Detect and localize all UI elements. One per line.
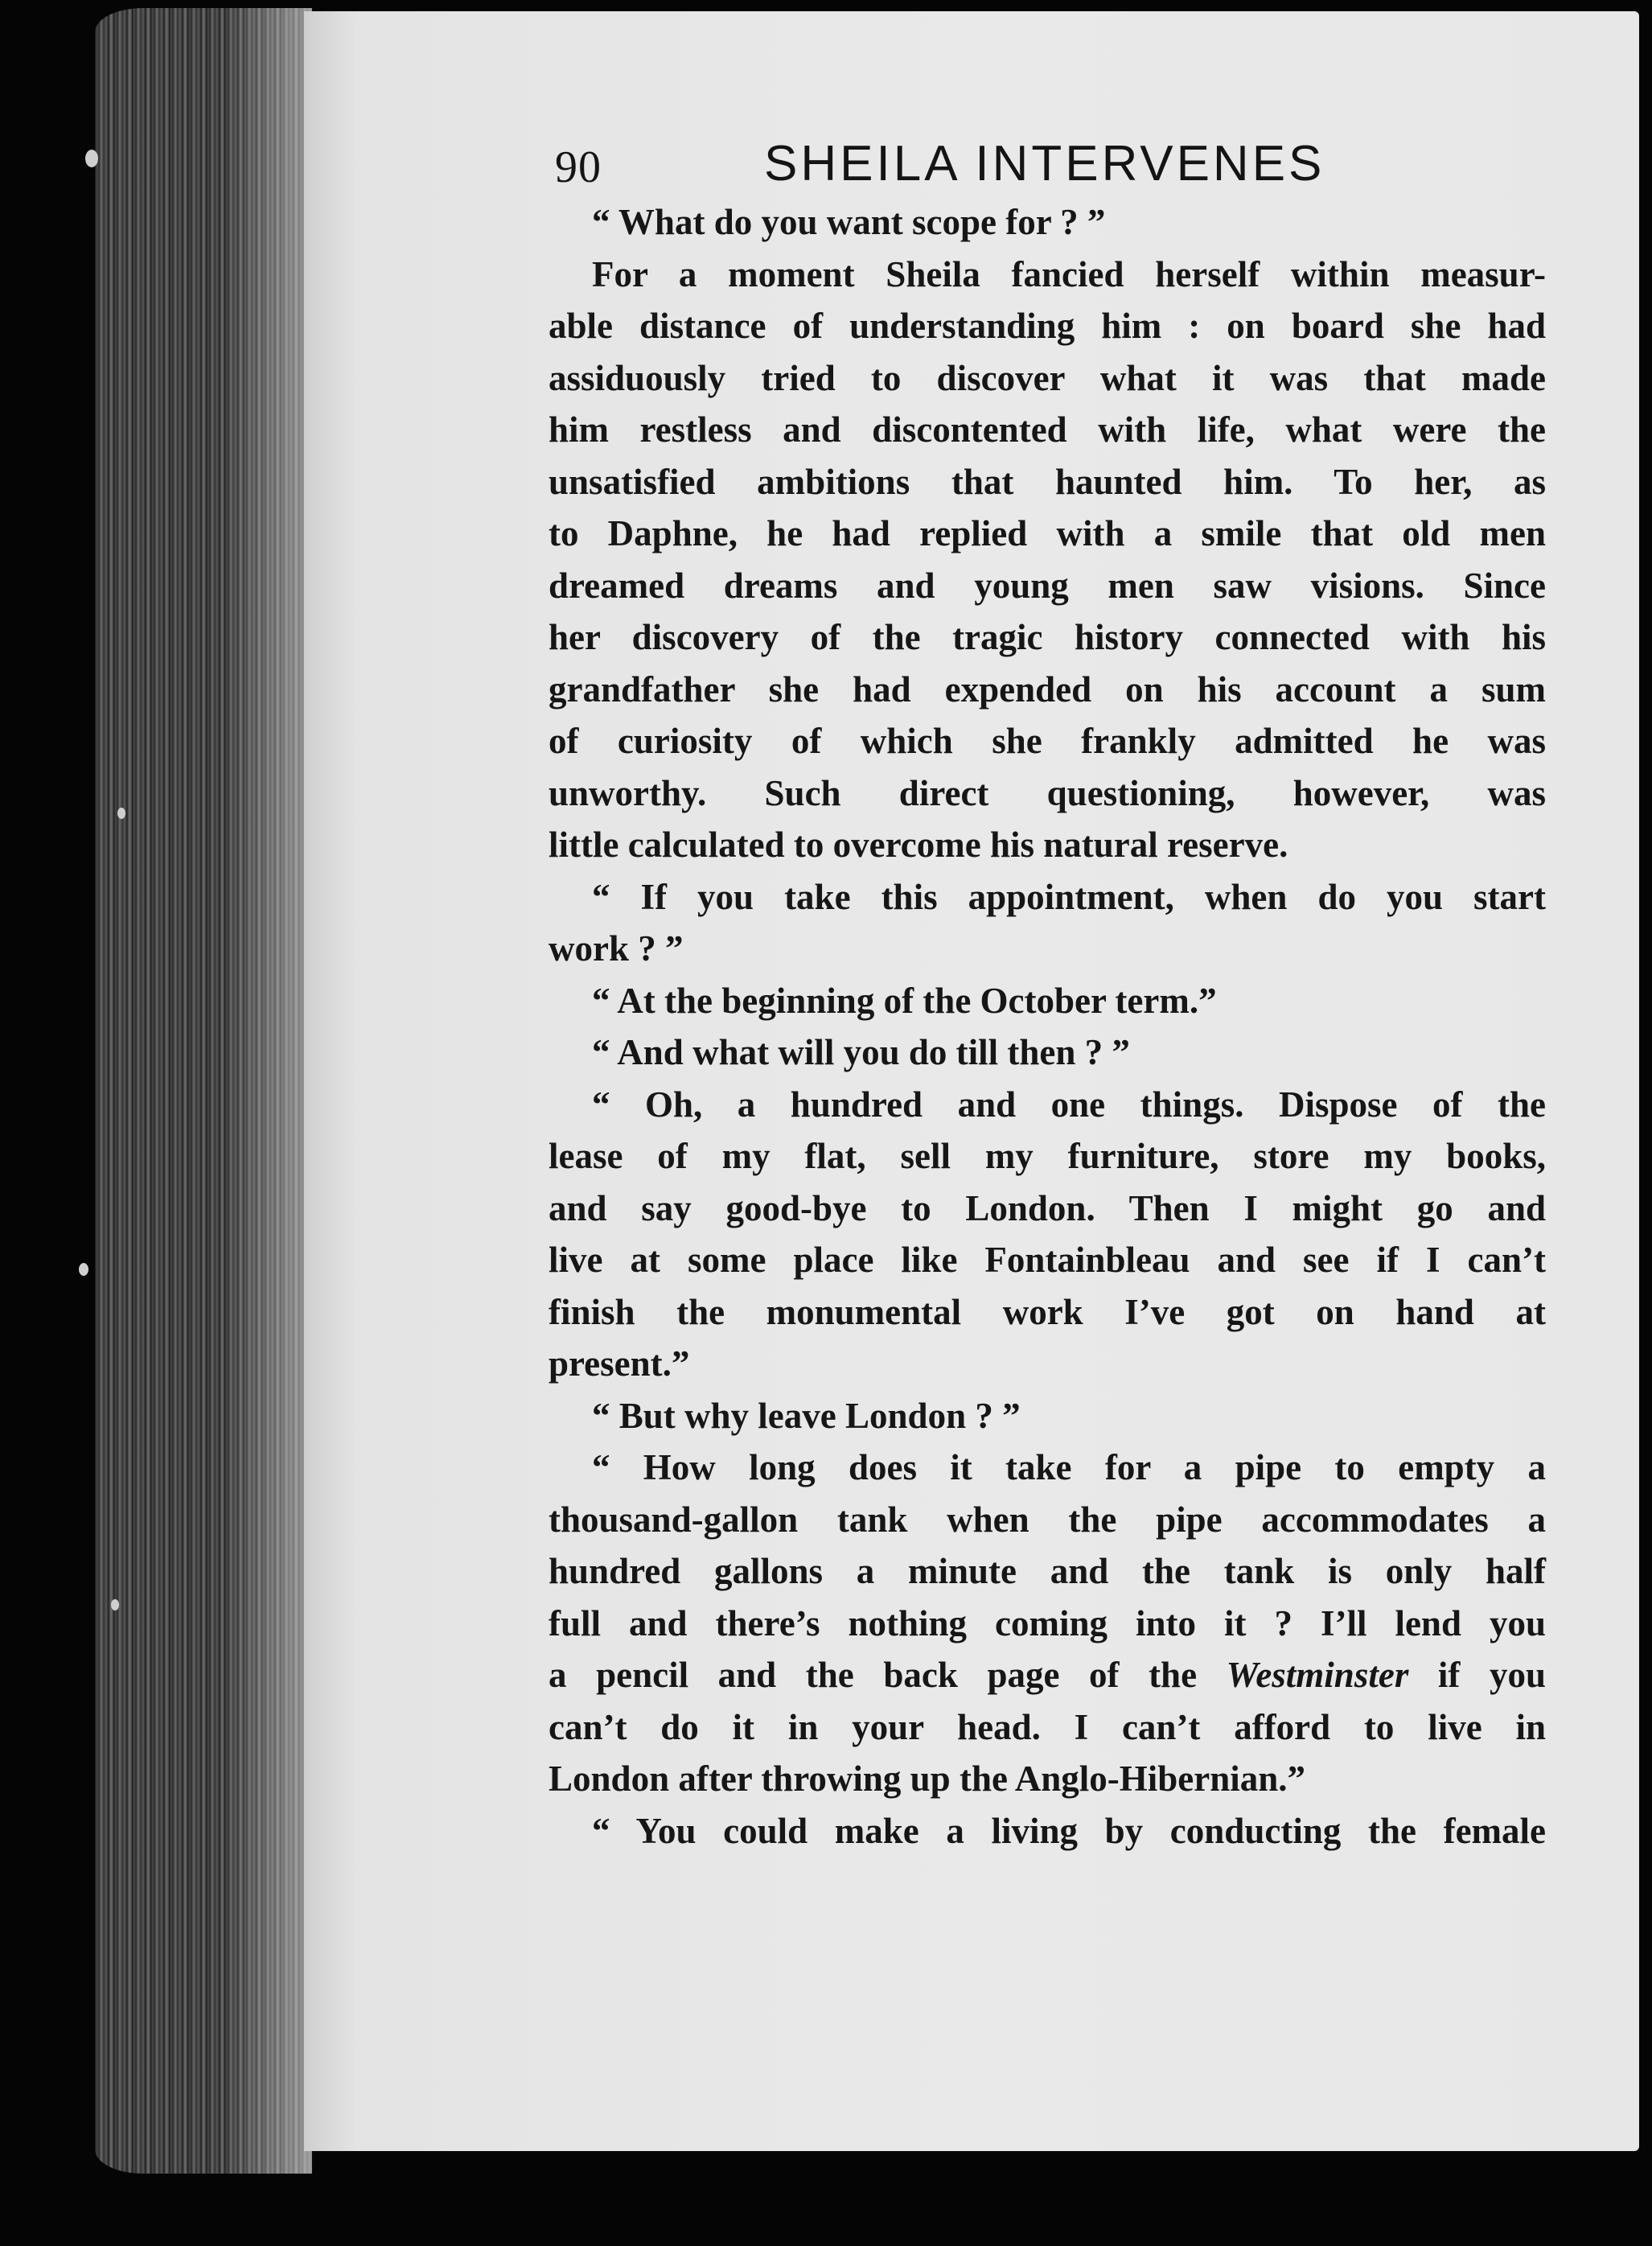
text-line: able distance of understanding him : on board she had [549,306,1546,346]
paragraph [549,1442,1546,1805]
paragraph [549,1390,1546,1442]
text-line: work ? ” [549,928,684,969]
text-line: “ What do you want scope for ? ” [592,202,1106,242]
text-line: “ If you take this appointment, when do you start [592,876,1546,917]
text-line: finish the monumental work I’ve got on hand at [549,1291,1546,1332]
text-line: present.” [549,1343,690,1384]
scan-speck [111,1599,119,1610]
text-line: dreamed dreams and young men saw visions. Since [549,565,1546,606]
scan-speck [85,150,98,167]
paragraph [549,1805,1546,1857]
text-line: grandfather she had expended on his account a sum [549,668,1546,710]
text-line: “ At the beginning of the October term.” [592,980,1217,1021]
text-line: and say good-bye to London. Then I might go and [549,1187,1546,1228]
scan-speck [79,1263,88,1276]
text-line: “ You could make a living by conducting the female [592,1810,1546,1851]
text-line: London after throwing up the Anglo-Hibernian.” [549,1759,1306,1799]
running-title: SHEILA INTERVENES [764,136,1325,191]
text-line: full and there’s nothing coming into it ? I’ll lend you [549,1602,1546,1643]
text-line-with-italic [549,1649,1546,1701]
page-edges [95,8,312,2174]
text-line: to Daphne, he had replied with a smile that old men [549,513,1546,553]
italic-title: Westminster [1226,1655,1409,1695]
text-run: a pencil and the back page of the [549,1655,1227,1695]
text-line: her discovery of the tragic history connected with his [549,617,1546,657]
text-line: live at some place like Fontainbleau and see if I can’t [549,1240,1546,1280]
paragraph [549,871,1546,975]
text-line: “ But why leave London ? ” [592,1395,1021,1436]
text-line: hundred gallons a minute and the tank is only half [549,1551,1546,1591]
text-line: For a moment Sheila fancied herself within measur- [592,253,1546,294]
text-line: can’t do it in your head. I can’t afford to live in [549,1706,1546,1747]
text-line: thousand-gallon tank when the pipe accommodates a [549,1499,1546,1540]
text-line: assiduously tried to discover what it was that made [549,357,1546,398]
body-text [549,196,1546,1857]
text-line: of curiosity of which she frankly admitted he was [549,721,1546,761]
text-line: unworthy. Such direct questioning, however, was [549,772,1546,813]
text-line: “ How long does it take for a pipe to empty a [592,1447,1546,1487]
text-line: lease of my flat, sell my furniture, store my books, [549,1136,1546,1176]
text-line: “ Oh, a hundred and one things. Dispose of the [592,1084,1546,1125]
paragraph [549,196,1546,249]
text-line: him restless and discontented with life, what were the [549,409,1546,450]
paragraph [549,1026,1546,1079]
paragraph [549,1079,1546,1390]
text-run: if you [1408,1655,1547,1695]
text-line: “ And what will you do till then ? ” [592,1032,1130,1072]
text-line: little calculated to overcome his natural reserve. [549,825,1288,865]
paragraph [549,249,1546,871]
page-number: 90 [555,142,602,192]
scan-speck [117,808,125,819]
paragraph [549,975,1546,1027]
text-line: unsatisfied ambitions that haunted him. To her, as [549,461,1546,502]
